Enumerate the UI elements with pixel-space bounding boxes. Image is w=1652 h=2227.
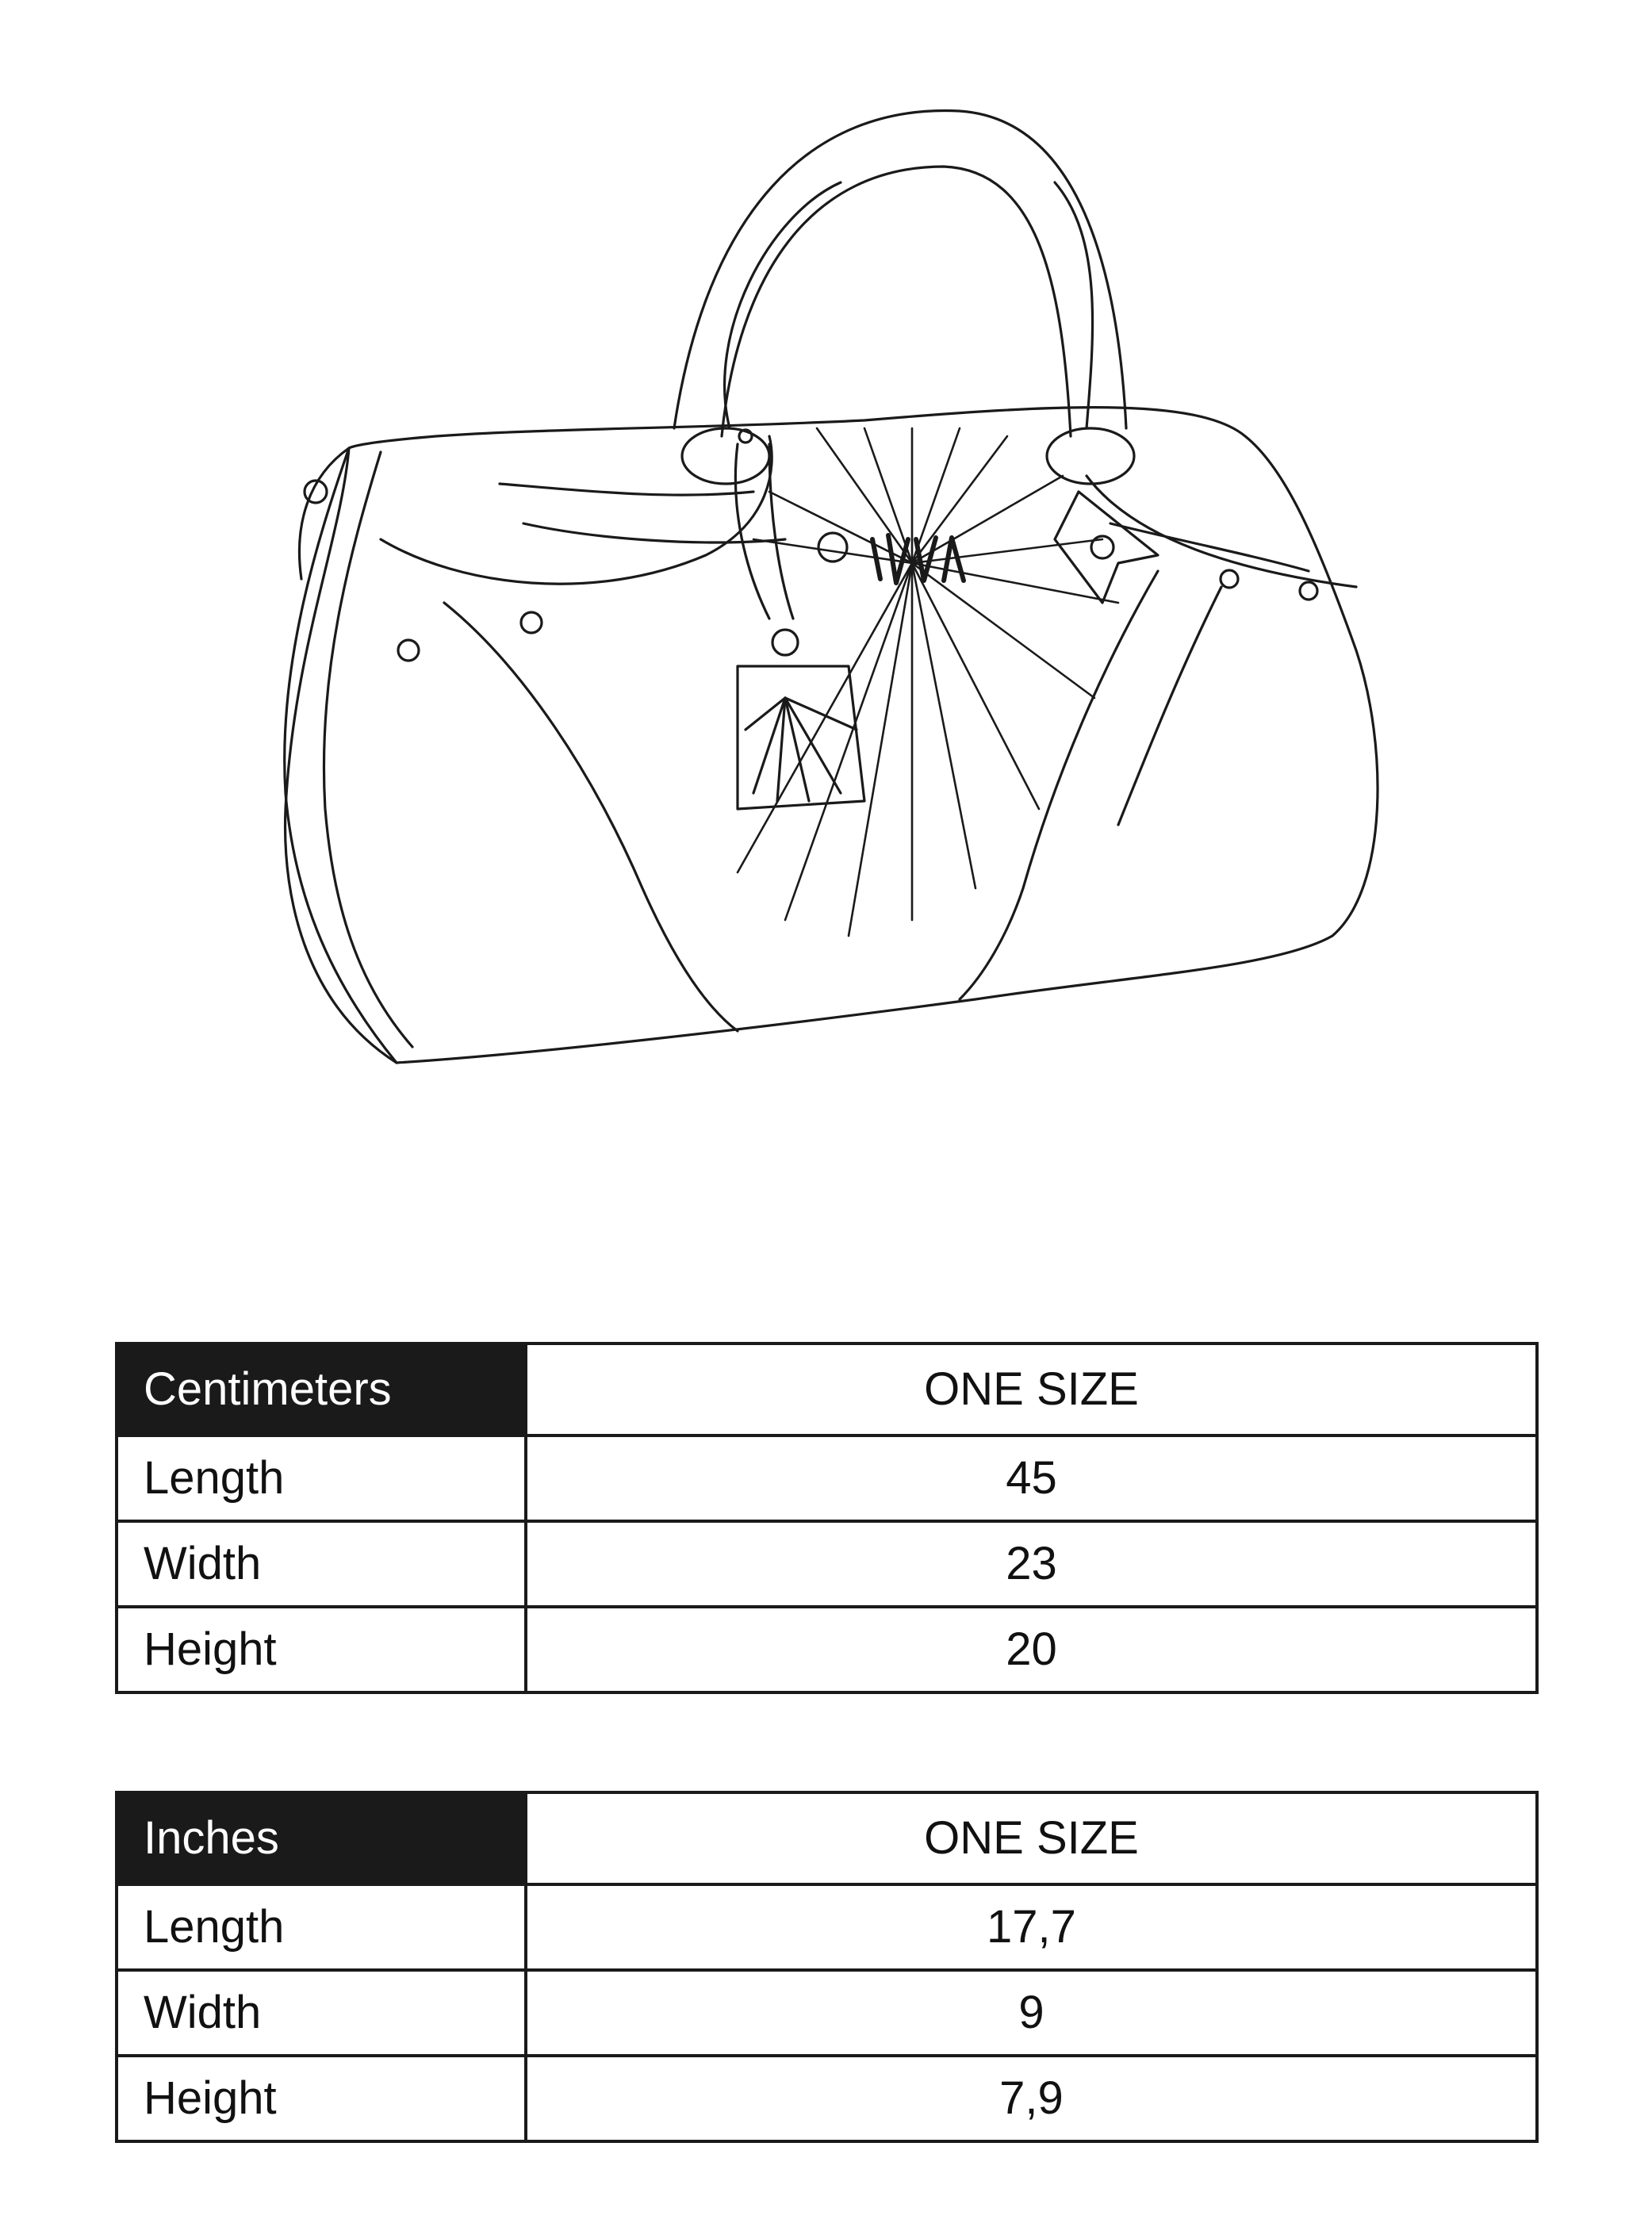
seam-right-3 [1110, 523, 1309, 571]
handle-outer [674, 110, 1126, 428]
dimension-value: 17,7 [526, 1884, 1537, 1970]
dimension-label: Length [117, 1435, 526, 1521]
dimension-label: Height [117, 1607, 526, 1692]
seam-left-1 [444, 603, 738, 1031]
dimension-label: Width [117, 1970, 526, 2056]
dimension-label: Length [117, 1884, 526, 1970]
handle-tab-left [682, 428, 769, 484]
bag-outline [286, 408, 1378, 1063]
table-row [117, 1970, 1537, 2056]
rivet [1221, 570, 1238, 588]
rivet [818, 533, 847, 562]
table-row [117, 2056, 1537, 2141]
rivet [398, 640, 419, 661]
rivet [1300, 582, 1317, 600]
side-gusset [285, 448, 397, 1063]
dimension-value: 9 [526, 1970, 1537, 2056]
seam-right-2 [1118, 587, 1221, 825]
table-header-row [117, 1792, 1537, 1884]
seam-right-1 [960, 571, 1158, 999]
side-gusset-inner [324, 452, 412, 1047]
flap-left [381, 436, 772, 584]
table-row [117, 1607, 1537, 1692]
handle-strap-left [725, 182, 841, 428]
seam-left-3 [500, 484, 753, 495]
table-row [117, 1884, 1537, 1970]
dimension-value: 20 [526, 1607, 1537, 1692]
dimension-label: Width [117, 1521, 526, 1607]
dimension-label: Height [117, 2056, 526, 2141]
starburst [738, 428, 1118, 936]
unit-label: Centimeters [117, 1343, 526, 1435]
dimension-value: 45 [526, 1435, 1537, 1521]
handbag-illustration [262, 95, 1412, 1126]
spike-charm [1055, 492, 1158, 603]
table-row [117, 1435, 1537, 1521]
size-header: ONE SIZE [526, 1792, 1537, 1884]
table-row [117, 1521, 1537, 1607]
handle-inner [722, 167, 1071, 436]
rivet [521, 612, 542, 633]
unit-label: Inches [117, 1792, 526, 1884]
size-header: ONE SIZE [526, 1343, 1537, 1435]
handle-tab-right [1047, 428, 1134, 484]
size-table-inches [115, 1791, 1539, 2143]
dimension-value: 23 [526, 1521, 1537, 1607]
dimension-value: 7,9 [526, 2056, 1537, 2141]
table-header-row [117, 1343, 1537, 1435]
size-table-centimeters [115, 1342, 1539, 1694]
